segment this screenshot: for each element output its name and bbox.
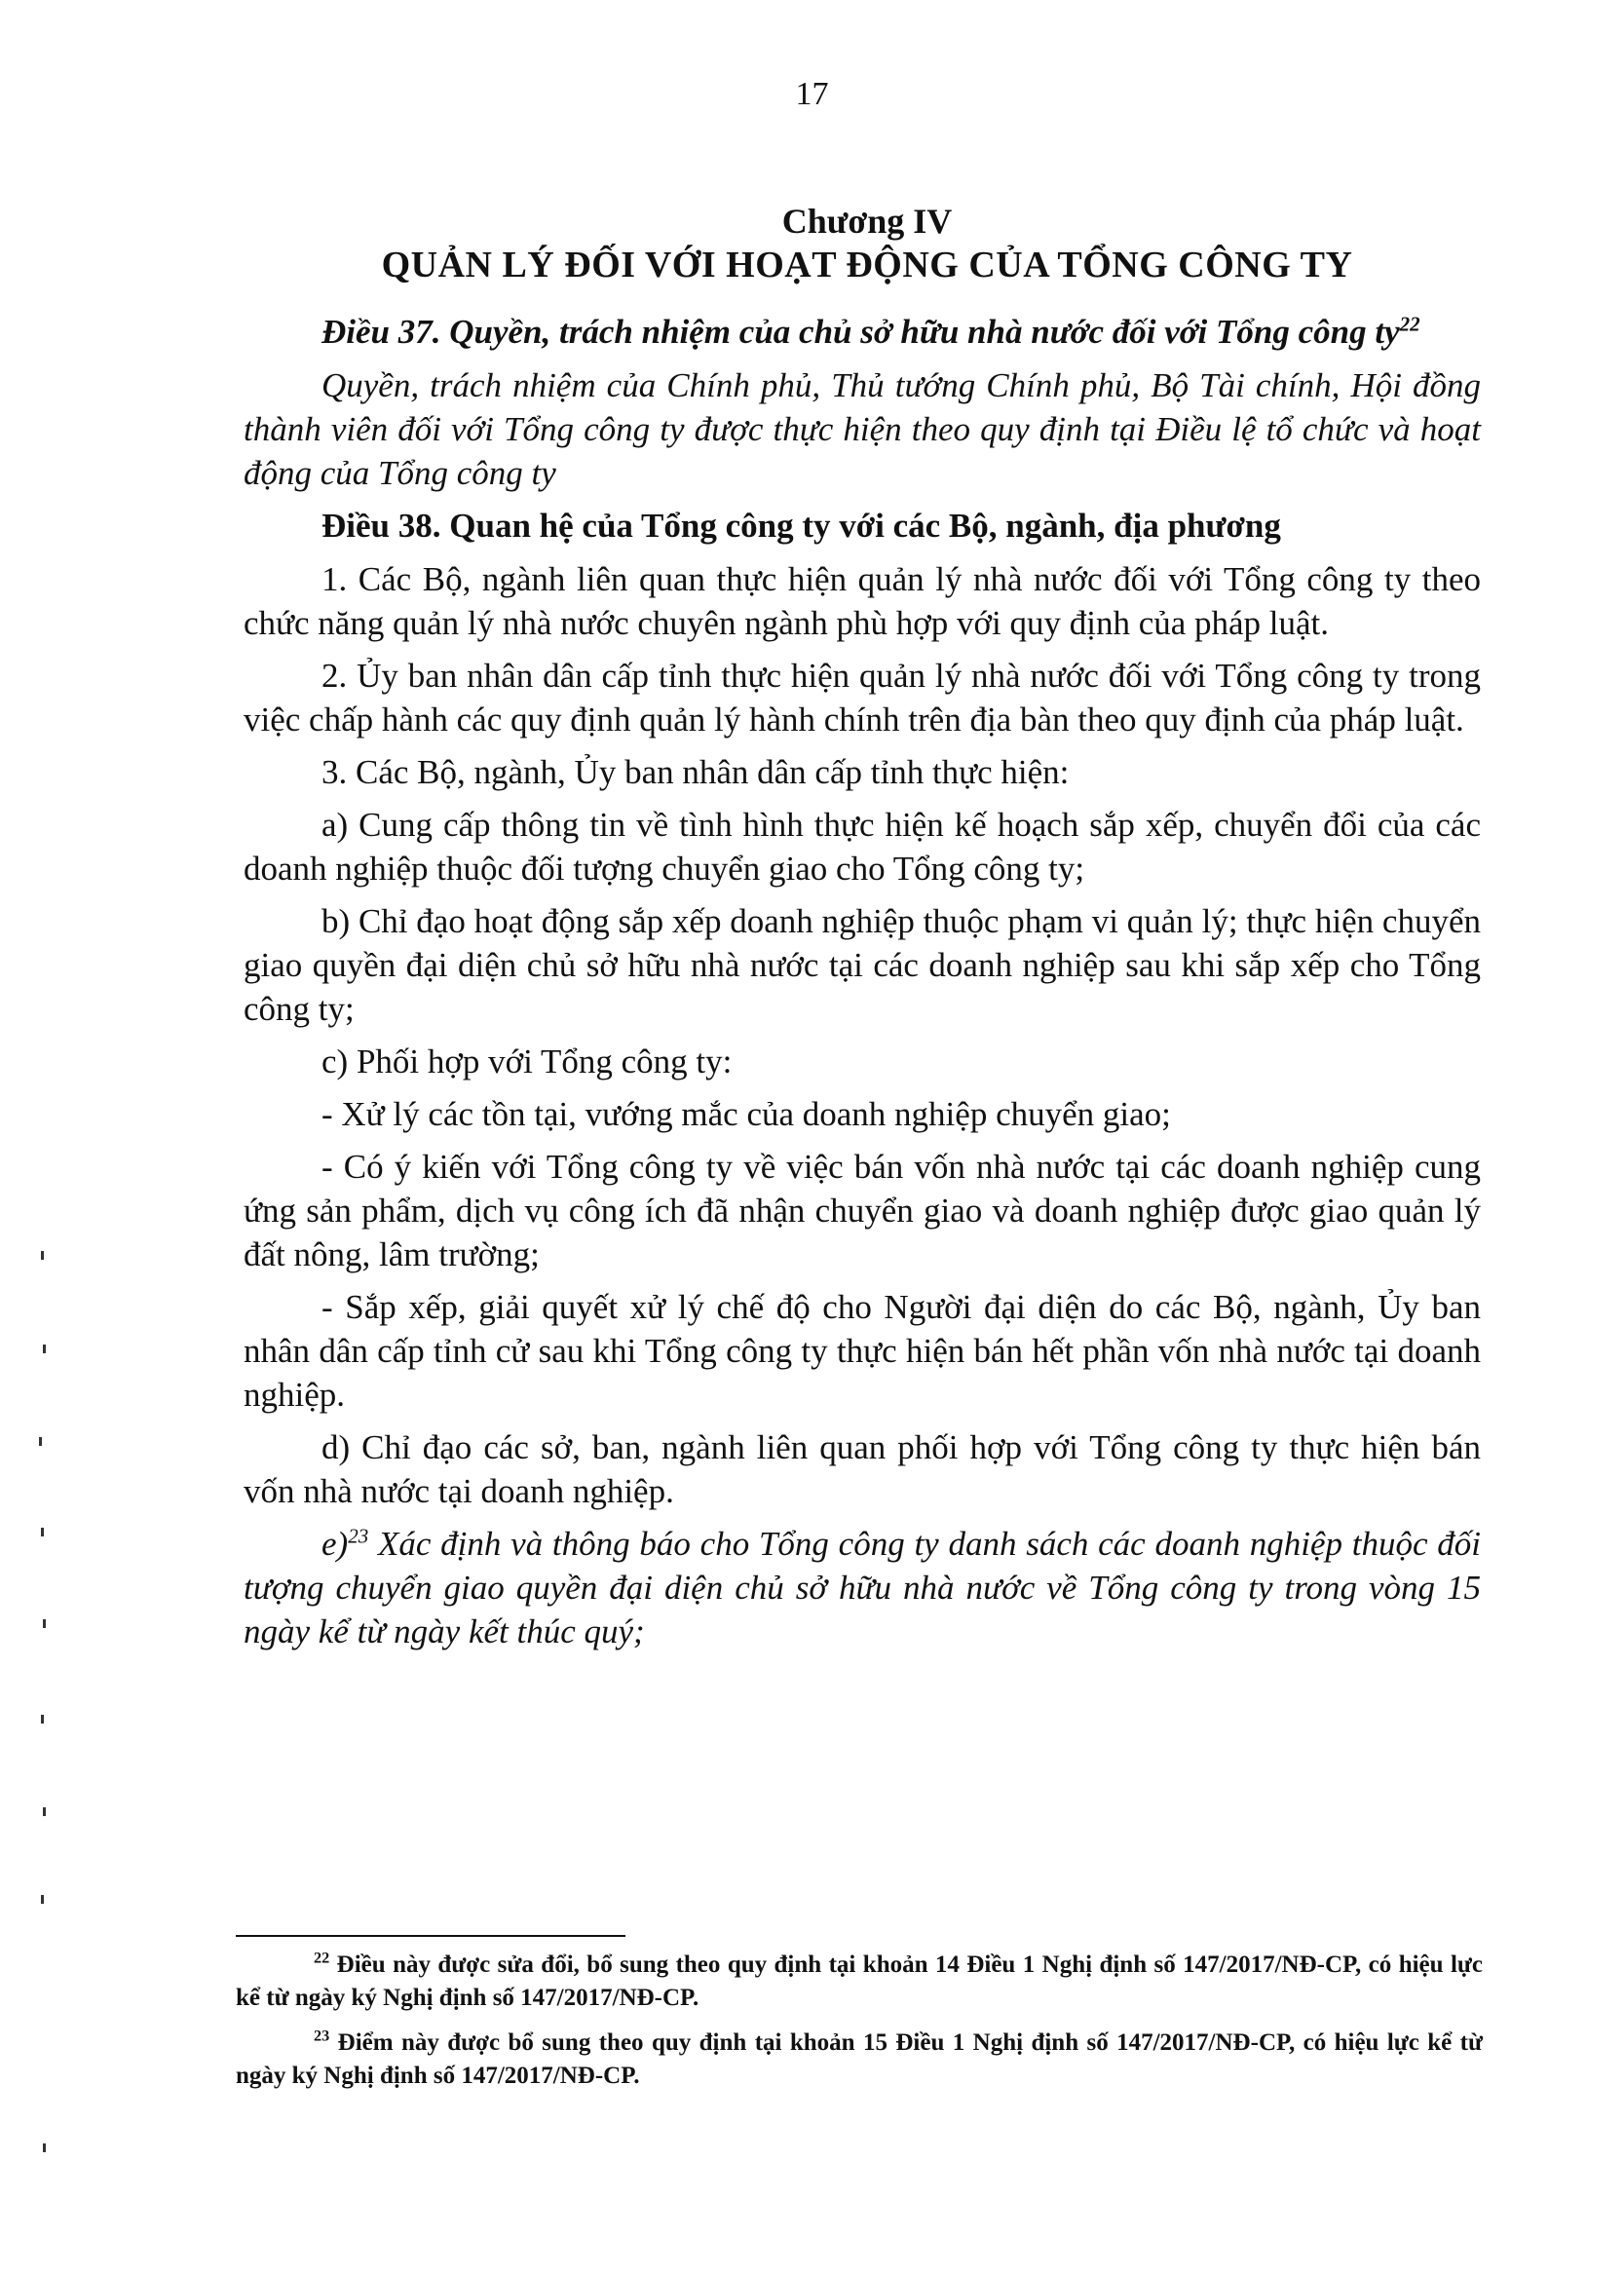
article-38-dash-3: - Sắp xếp, giải quyết xử lý chế độ cho Người đại diện do các Bộ, ngành, Ủy ban nhân dân cấp tỉnh cử sau khi Tổng công ty thực hiện bán hết phần vốn nhà nước tại doanh nghiệp. <box>244 1288 1481 1414</box>
scan-speck <box>43 2143 46 2152</box>
point-e-label: e) <box>321 1525 349 1563</box>
scan-speck <box>41 1251 44 1260</box>
scan-speck <box>41 1895 44 1904</box>
scan-speck <box>43 1807 46 1816</box>
footnote-23-ref: 23 <box>314 2027 330 2045</box>
footnote-22-text: Điều này được sửa đổi, bổ sung theo quy định tại khoản 14 Điều 1 Nghị định số 147/2017/NĐ-CP, có hiệu lực kể từ ngày ký Nghị định số 147/2017/NĐ-CP. <box>236 1952 1484 2011</box>
document-body <box>244 310 1481 1662</box>
article-38-point-b: b) Chỉ đạo hoạt động sắp xếp doanh nghiệp thuộc phạm vi quản lý; thực hiện chuyển giao quyền đại diện chủ sở hữu nhà nước tại các doanh nghiệp sau khi sắp xếp cho Tổng công ty; <box>244 902 1481 1028</box>
footnotes <box>236 1949 1483 2104</box>
article-38-clause-1: 1. Các Bộ, ngành liên quan thực hiện quản lý nhà nước đối với Tổng công ty theo chức năng quản lý nhà nước chuyên ngành phù hợp với quy định của pháp luật. <box>244 560 1481 642</box>
footnote-22 <box>236 1949 1483 2015</box>
article-37-title-text: Điều 37. Quyền, trách nhiệm của chủ sở hữu nhà nước đối với Tổng công ty <box>321 313 1400 351</box>
scan-speck <box>41 1528 44 1536</box>
scan-speck <box>43 1345 46 1353</box>
article-38-dash-1: - Xử lý các tồn tại, vướng mắc của doanh nghiệp chuyển giao; <box>321 1095 1171 1133</box>
scan-speck <box>39 1437 42 1446</box>
article-38-clause-2: 2. Ủy ban nhân dân cấp tỉnh thực hiện quản lý nhà nước đối với Tổng công ty trong việc chấp hành các quy định quản lý hành chính trên địa bàn theo quy định của pháp luật. <box>244 657 1481 739</box>
chapter-title: QUẢN LÝ ĐỐI VỚI HOẠT ĐỘNG CỦA TỔNG CÔNG TY <box>381 245 1353 285</box>
article-38-point-c: c) Phối hợp với Tổng công ty: <box>321 1042 733 1080</box>
footnote-23 <box>236 2027 1483 2093</box>
article-38-clause-3: 3. Các Bộ, ngành, Ủy ban nhân dân cấp tỉnh thực hiện: <box>321 753 1070 791</box>
chapter-number: Chương IV <box>781 202 953 241</box>
chapter-heading <box>244 201 1491 286</box>
article-38-point-a: a) Cung cấp thông tin về tình hình thực hiện kế hoạch sắp xếp, chuyển đổi của các doanh nghiệp thuộc đối tượng chuyển giao cho Tổng công ty; <box>244 806 1481 888</box>
point-e-text: Xác định và thông báo cho Tổng công ty danh sách các doanh nghiệp thuộc đối tượng chuyển giao quyền đại diện chủ sở hữu nhà nước về Tổng công ty trong vòng 15 ngày kể từ ngày kết thúc quý; <box>244 1525 1481 1650</box>
article-38-point-d: d) Chỉ đạo các sở, ban, ngành liên quan phối hợp với Tổng công ty thực hiện bán vốn nhà nước tại doanh nghiệp. <box>244 1428 1481 1510</box>
article-38-dash-2: - Có ý kiến với Tổng công ty về việc bán vốn nhà nước tại các doanh nghiệp cung ứng sản phẩm, dịch vụ công ích đã nhận chuyển giao và doanh nghiệp được giao quản lý đất nông, lâm trường; <box>244 1148 1481 1273</box>
scan-speck <box>41 1715 44 1724</box>
article-38-point-e <box>244 1522 1481 1653</box>
footnote-ref-23: 23 <box>348 1524 369 1548</box>
footnote-22-ref: 22 <box>314 1949 330 1967</box>
footnote-divider <box>236 1935 625 1937</box>
article-37-body: Quyền, trách nhiệm của Chính phủ, Thủ tướng Chính phủ, Bộ Tài chính, Hội đồng thành viên đối với Tổng công ty được thực hiện theo quy định tại Điều lệ tổ chức và hoạt động của Tổng công ty <box>244 366 1481 492</box>
article-38-title: Điều 38. Quan hệ của Tổng công ty với các Bộ, ngành, địa phương <box>321 507 1281 545</box>
footnote-23-text: Điểm này được bổ sung theo quy định tại khoản 15 Điều 1 Nghị định số 147/2017/NĐ-CP, có hiệu lực kể từ ngày ký Nghị định số 147/2017/NĐ-CP. <box>236 2029 1484 2089</box>
scan-speck <box>43 1619 46 1628</box>
footnote-ref-22: 22 <box>1399 312 1420 336</box>
article-37-title <box>244 310 1481 354</box>
page-number: 17 <box>795 76 829 112</box>
